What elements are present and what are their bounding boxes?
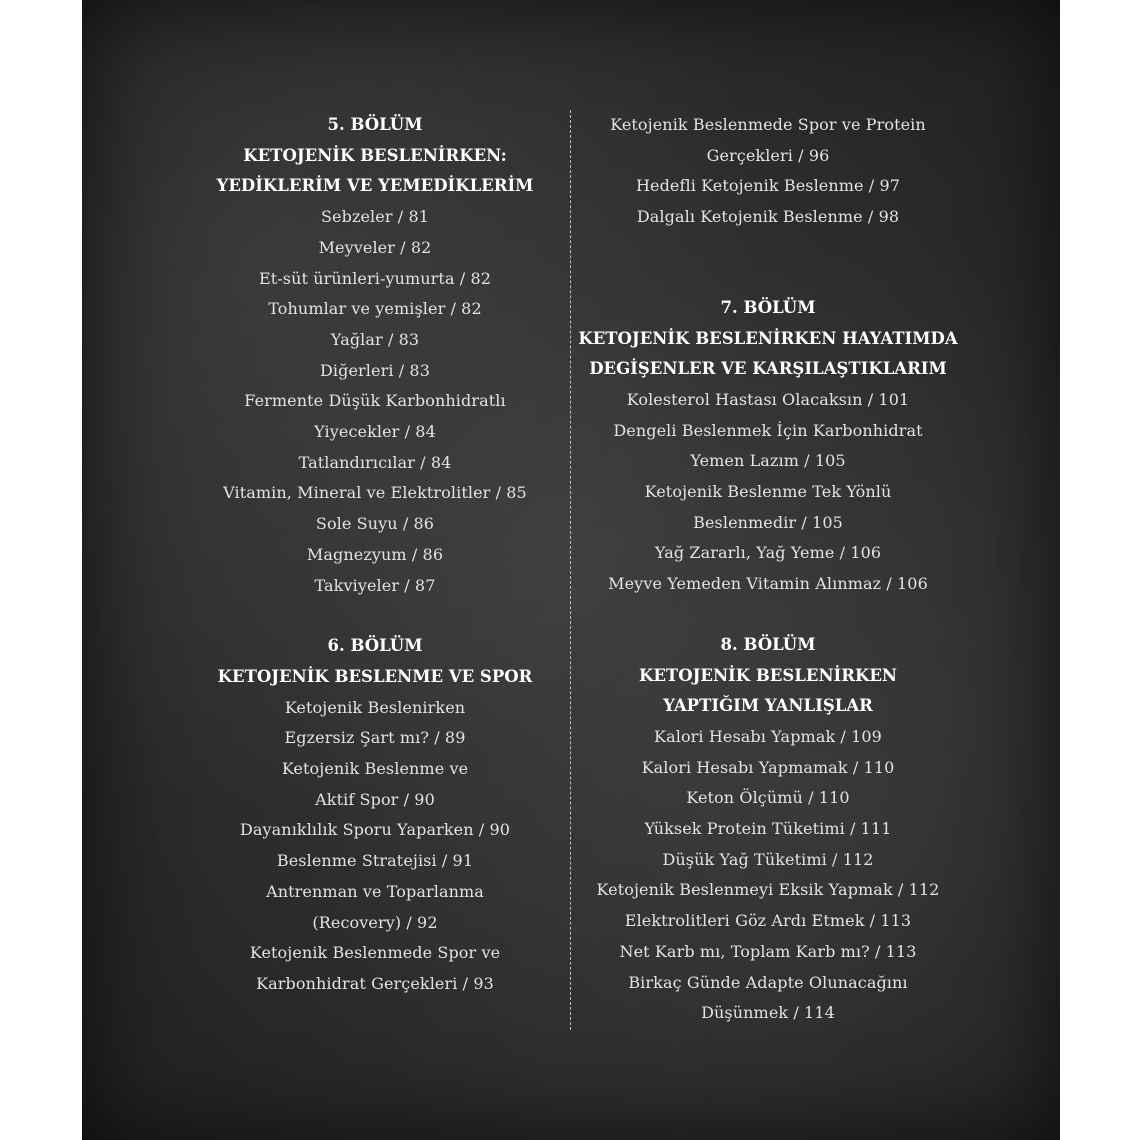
toc-entry: Elektrolitleri Göz Ardı Etmek / 113: [624, 911, 912, 931]
section-title: KETOJENİK BESLENİRKEN:: [243, 145, 507, 165]
toc-entry: Ketojenik Beslenme Tek Yönlü: [644, 482, 892, 502]
section-gap: [578, 233, 958, 293]
book-page: [82, 0, 1060, 1140]
toc-entry: Yüksek Protein Tüketimi / 111: [644, 819, 892, 839]
section-title: KETOJENİK BESLENİRKEN HAYATIMDA: [578, 328, 958, 348]
toc-entry: Dengeli Beslenmek İçin Karbonhidrat: [613, 420, 923, 440]
section-title: YEDİKLERİM VE YEMEDİKLERİM: [216, 176, 534, 196]
section-number: 8. BÖLÜM: [720, 634, 816, 654]
toc-entry: Ketojenik Beslenmede Spor ve: [249, 943, 501, 963]
section-gap: [194, 601, 556, 631]
toc-entry: Antrenman ve Toparlanma: [266, 881, 484, 901]
toc-entry: Egzersiz Şart mı? / 89: [284, 728, 466, 748]
section-7: [578, 293, 958, 600]
section-5: [194, 110, 556, 601]
toc-entry: Dayanıklılık Sporu Yaparken / 90: [239, 820, 511, 840]
toc-entry: Kolesterol Hastası Olacaksın / 101: [626, 389, 910, 409]
toc-entry: Net Karb mı, Toplam Karb mı? / 113: [619, 941, 917, 961]
toc-entry: Birkaç Günde Adapte Olunacağını: [628, 972, 908, 992]
toc-entry: (Recovery) / 92: [312, 912, 438, 932]
toc-entry: Ketojenik Beslenme ve: [281, 759, 469, 779]
section-gap: [578, 600, 958, 630]
toc-entry: Yağlar / 83: [330, 329, 420, 349]
toc-entry: Yiyecekler / 84: [314, 422, 436, 442]
toc-entry: Et-süt ürünleri-yumurta / 82: [258, 268, 492, 288]
toc-entry: Ketojenik Beslenmede Spor ve Protein: [610, 115, 926, 134]
toc-entry: Yağ Zararlı, Yağ Yeme / 106: [654, 543, 882, 563]
toc-entry: Beslenmedir / 105: [693, 512, 843, 532]
column-divider: [570, 110, 571, 1030]
toc-entry: Kalori Hesabı Yapmak / 109: [654, 726, 882, 746]
toc-entry: Diğerleri / 83: [320, 360, 430, 380]
toc-entry: Düşünmek / 114: [701, 1003, 835, 1023]
toc-entry: Meyve Yemeden Vitamin Alınmaz / 106: [608, 574, 928, 594]
toc-entry: Karbonhidrat Gerçekleri / 93: [256, 973, 494, 993]
toc-entry: Ketojenik Beslenmeyi Eksik Yapmak / 112: [596, 880, 940, 900]
toc-entry: Tatlandırıcılar / 84: [298, 452, 452, 472]
toc-entry: Keton Ölçümü / 110: [686, 788, 850, 808]
section-8: [578, 630, 958, 1029]
toc-entry: Düşük Yağ Tüketimi / 112: [662, 849, 874, 869]
toc-entry: Sole Suyu / 86: [315, 514, 435, 534]
toc-entry: Hedefli Ketojenik Beslenme / 97: [635, 176, 901, 196]
section-title: KETOJENİK BESLENİRKEN: [639, 665, 897, 685]
toc-entry: Sebzeler / 81: [320, 207, 430, 227]
toc-entry: Yemen Lazım / 105: [690, 451, 846, 471]
toc-entry: Dalgalı Ketojenik Beslenme / 98: [636, 207, 900, 227]
section-title: YAPTIĞIM YANLIŞLAR: [663, 696, 873, 716]
toc-entry: Ketojenik Beslenirken: [284, 697, 466, 717]
toc-entry: Aktif Spor / 90: [315, 789, 435, 809]
toc-right-column: [578, 110, 958, 1029]
section-6: [194, 631, 556, 999]
section-6-continued: [578, 110, 958, 233]
toc-entry: Magnezyum / 86: [306, 544, 444, 564]
toc-entry: Beslenme Stratejisi / 91: [276, 851, 474, 871]
toc-entry: Meyveler / 82: [318, 237, 432, 257]
toc-entry: Takviyeler / 87: [314, 575, 436, 595]
toc-left-column: [194, 110, 556, 1000]
section-number: 7. BÖLÜM: [720, 297, 816, 317]
section-number: 5. BÖLÜM: [327, 115, 423, 134]
toc-entry: Fermente Düşük Karbonhidratlı: [244, 391, 506, 411]
section-title: KETOJENİK BESLENME VE SPOR: [217, 666, 533, 686]
section-title: DEGİŞENLER VE KARŞILAŞTIKLARIM: [589, 359, 947, 379]
toc-entry: Gerçekleri / 96: [706, 145, 830, 165]
toc-entry: Vitamin, Mineral ve Elektrolitler / 85: [223, 483, 527, 503]
section-number: 6. BÖLÜM: [327, 636, 423, 656]
toc-entry: Kalori Hesabı Yapmamak / 110: [641, 757, 895, 777]
toc-entry: Tohumlar ve yemişler / 82: [268, 299, 482, 319]
